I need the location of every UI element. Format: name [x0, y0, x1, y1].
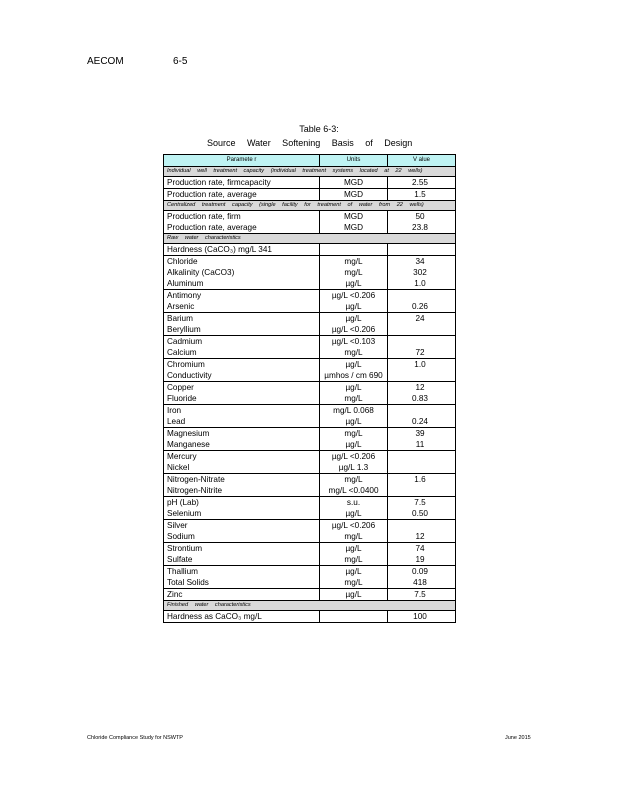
- section-label: Finished water characteristics: [164, 601, 456, 611]
- units-cell: µg/L mg/L: [320, 382, 388, 405]
- table-row: [164, 256, 456, 290]
- value-cell: 0.26: [388, 290, 456, 313]
- section-row: [164, 234, 456, 244]
- table-row: [164, 611, 456, 623]
- value-cell: 1.0: [388, 359, 456, 382]
- units-cell: s.u. µg/L: [320, 497, 388, 520]
- parameter-cell: Zinc: [164, 589, 320, 601]
- parameter-cell: Iron Lead: [164, 405, 320, 428]
- value-cell: 7.5 0.50: [388, 497, 456, 520]
- value-cell: [388, 451, 456, 474]
- table-row: [164, 290, 456, 313]
- parameter-cell: Antimony Arsenic: [164, 290, 320, 313]
- parameter-cell: Silver Sodium: [164, 520, 320, 543]
- table-row: [164, 497, 456, 520]
- value-cell: 1.6: [388, 474, 456, 497]
- table-header-row: [164, 155, 456, 167]
- value-cell: 34 302 1.0: [388, 256, 456, 290]
- units-cell: [320, 611, 388, 623]
- units-cell: µg/L µmhos / cm 690: [320, 359, 388, 382]
- table-row: [164, 336, 456, 359]
- value-cell: 2.55: [388, 177, 456, 189]
- table-row: [164, 177, 456, 189]
- units-cell: [320, 244, 388, 256]
- value-cell: 0.09 418: [388, 566, 456, 589]
- parameter-cell: Production rate, firmcapacity: [164, 177, 320, 189]
- value-cell: 72: [388, 336, 456, 359]
- units-cell: µg/L <0.206 µg/L: [320, 290, 388, 313]
- value-cell: [388, 244, 456, 256]
- source-water-softening-table: [163, 154, 456, 623]
- value-cell: 100: [388, 611, 456, 623]
- table-row: [164, 313, 456, 336]
- value-cell: 1.5: [388, 189, 456, 201]
- table-row: [164, 244, 456, 256]
- page-number: 6-5: [173, 56, 188, 67]
- units-cell: µg/L <0.206 mg/L: [320, 520, 388, 543]
- value-cell: 50 23.8: [388, 211, 456, 234]
- table-row: [164, 566, 456, 589]
- units-cell: µg/L <0.206 µg/L 1.3: [320, 451, 388, 474]
- section-row: [164, 201, 456, 211]
- parameter-cell: Mercury Nickel: [164, 451, 320, 474]
- footer-date: June 2015: [505, 735, 531, 741]
- table-row: [164, 520, 456, 543]
- table-row: [164, 428, 456, 451]
- parameter-cell: Strontium Sulfate: [164, 543, 320, 566]
- value-cell: 7.5: [388, 589, 456, 601]
- table-row: [164, 211, 456, 234]
- units-cell: µg/L mg/L: [320, 543, 388, 566]
- section-label: Raw water characteristics: [164, 234, 456, 244]
- table-number: Table 6-3:: [299, 124, 339, 134]
- units-cell: MGD: [320, 177, 388, 189]
- parameter-cell: Production rate, average: [164, 189, 320, 201]
- parameter-cell: Chromium Conductivity: [164, 359, 320, 382]
- table-row: [164, 359, 456, 382]
- column-header-units: Units: [320, 155, 388, 167]
- units-cell: MGD: [320, 189, 388, 201]
- table-row: [164, 382, 456, 405]
- table-row: [164, 589, 456, 601]
- units-cell: MGD MGD: [320, 211, 388, 234]
- section-row: [164, 167, 456, 177]
- value-cell: 39 11: [388, 428, 456, 451]
- parameter-cell: Hardness as CaCO₃ mg/L: [164, 611, 320, 623]
- section-row: [164, 601, 456, 611]
- company-name: AECOM: [87, 56, 124, 67]
- column-header-value: V alue: [388, 155, 456, 167]
- parameter-cell: Nitrogen-Nitrate Nitrogen-Nitrite: [164, 474, 320, 497]
- parameter-cell: Barium Beryllium: [164, 313, 320, 336]
- units-cell: mg/L mg/L <0.0400: [320, 474, 388, 497]
- table-row: [164, 451, 456, 474]
- parameter-cell: pH (Lab) Selenium: [164, 497, 320, 520]
- parameter-cell: Production rate, firm Production rate, average: [164, 211, 320, 234]
- column-header-parameter: Paramete r: [164, 155, 320, 167]
- table-row: [164, 405, 456, 428]
- units-cell: µg/L mg/L: [320, 566, 388, 589]
- units-cell: µg/L <0.103 mg/L: [320, 336, 388, 359]
- parameter-cell: Cadmium Calcium: [164, 336, 320, 359]
- units-cell: µg/L: [320, 589, 388, 601]
- parameter-cell: Chloride Alkalinity (CaCO3) Aluminum: [164, 256, 320, 290]
- table-row: [164, 474, 456, 497]
- parameter-cell: Copper Fluoride: [164, 382, 320, 405]
- value-cell: 24: [388, 313, 456, 336]
- parameter-cell: Hardness (CaCO₃) mg/L 341: [164, 244, 320, 256]
- units-cell: µg/L µg/L <0.206: [320, 313, 388, 336]
- value-cell: 12: [388, 520, 456, 543]
- section-label: Individual well treatment capacity (individual treatment systems located at 22 wells): [164, 167, 456, 177]
- units-cell: mg/L mg/L µg/L: [320, 256, 388, 290]
- units-cell: mg/L 0.068 µg/L: [320, 405, 388, 428]
- parameter-cell: Thallium Total Solids: [164, 566, 320, 589]
- value-cell: 0.24: [388, 405, 456, 428]
- value-cell: 74 19: [388, 543, 456, 566]
- parameter-cell: Magnesium Manganese: [164, 428, 320, 451]
- section-label: Centralized treatment capacity (single facility for treatment of water from 22 wells): [164, 201, 456, 211]
- table-row: [164, 543, 456, 566]
- value-cell: 12 0.83: [388, 382, 456, 405]
- units-cell: mg/L µg/L: [320, 428, 388, 451]
- footer-document-title: Chloride Compliance Study for NSWTP: [87, 735, 183, 741]
- table-row: [164, 189, 456, 201]
- table-title: Source Water Softening Basis of Design: [207, 138, 413, 148]
